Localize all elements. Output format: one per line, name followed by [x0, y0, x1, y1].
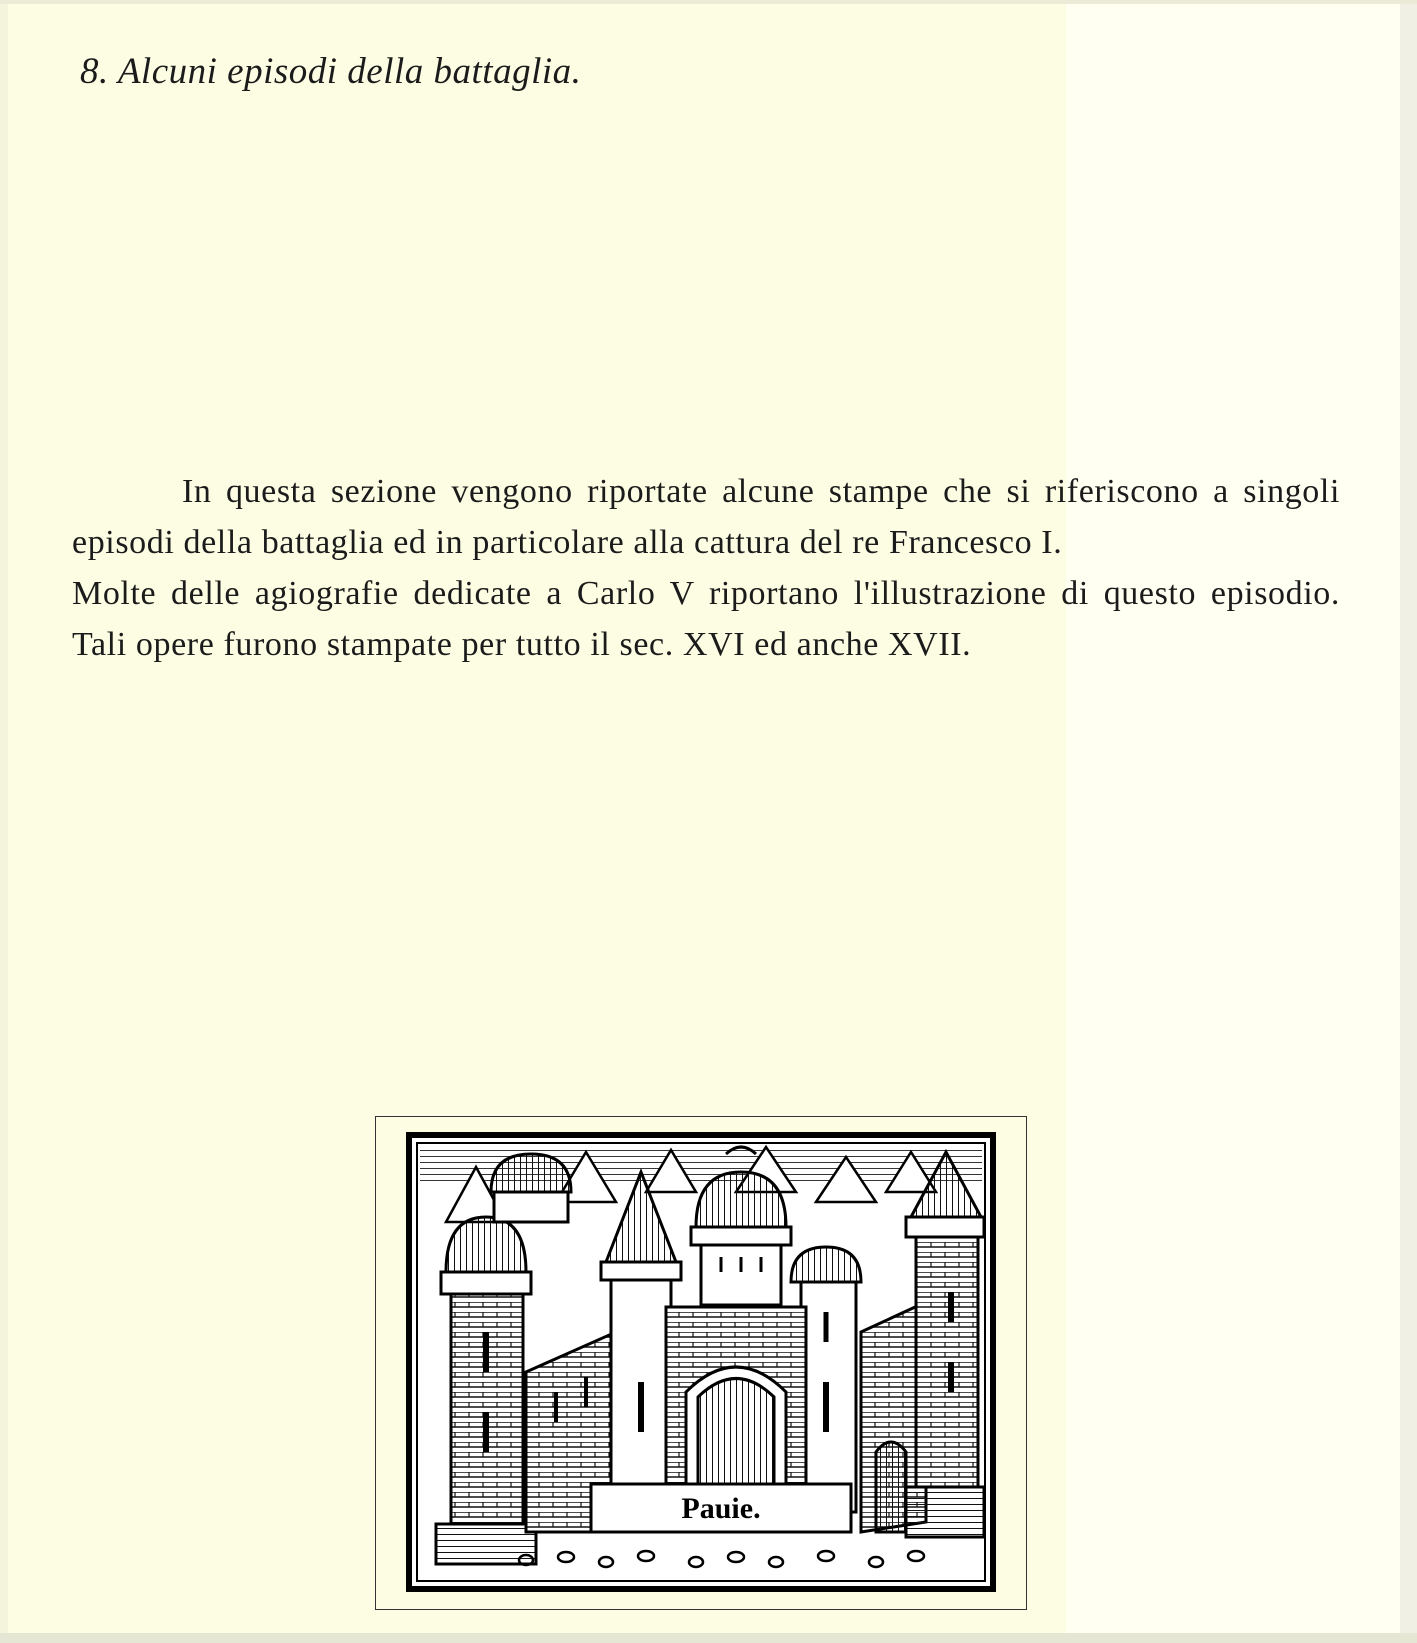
page-bottom-edge: [0, 1633, 1417, 1643]
figure-frame: [375, 1116, 1027, 1610]
page-left-edge: [0, 0, 8, 1643]
woodcut-caption: Pauie.: [681, 1492, 761, 1525]
paragraph-intro: In questa sezione vengono riportate alcune stampe che si riferiscono a singoli episodi della battaglia ed in particolare alla cattura del re Francesco I.: [72, 473, 1340, 561]
page-right-edge: [1400, 0, 1417, 1643]
page-right-panel: [1066, 0, 1417, 1643]
paragraph-agiografie: Molte delle agiografie dedicate a Carlo V riportano l'illustrazione di questo episodio. Tali opere furono stampate per tutto il sec. XVI ed anche XVII.: [72, 575, 1340, 663]
section-title: 8. Alcuni episodi della battaglia.: [80, 51, 582, 92]
body-text: [72, 466, 1340, 670]
pavia-woodcut-illustration: [406, 1132, 996, 1592]
page-top-edge: [0, 0, 1417, 4]
